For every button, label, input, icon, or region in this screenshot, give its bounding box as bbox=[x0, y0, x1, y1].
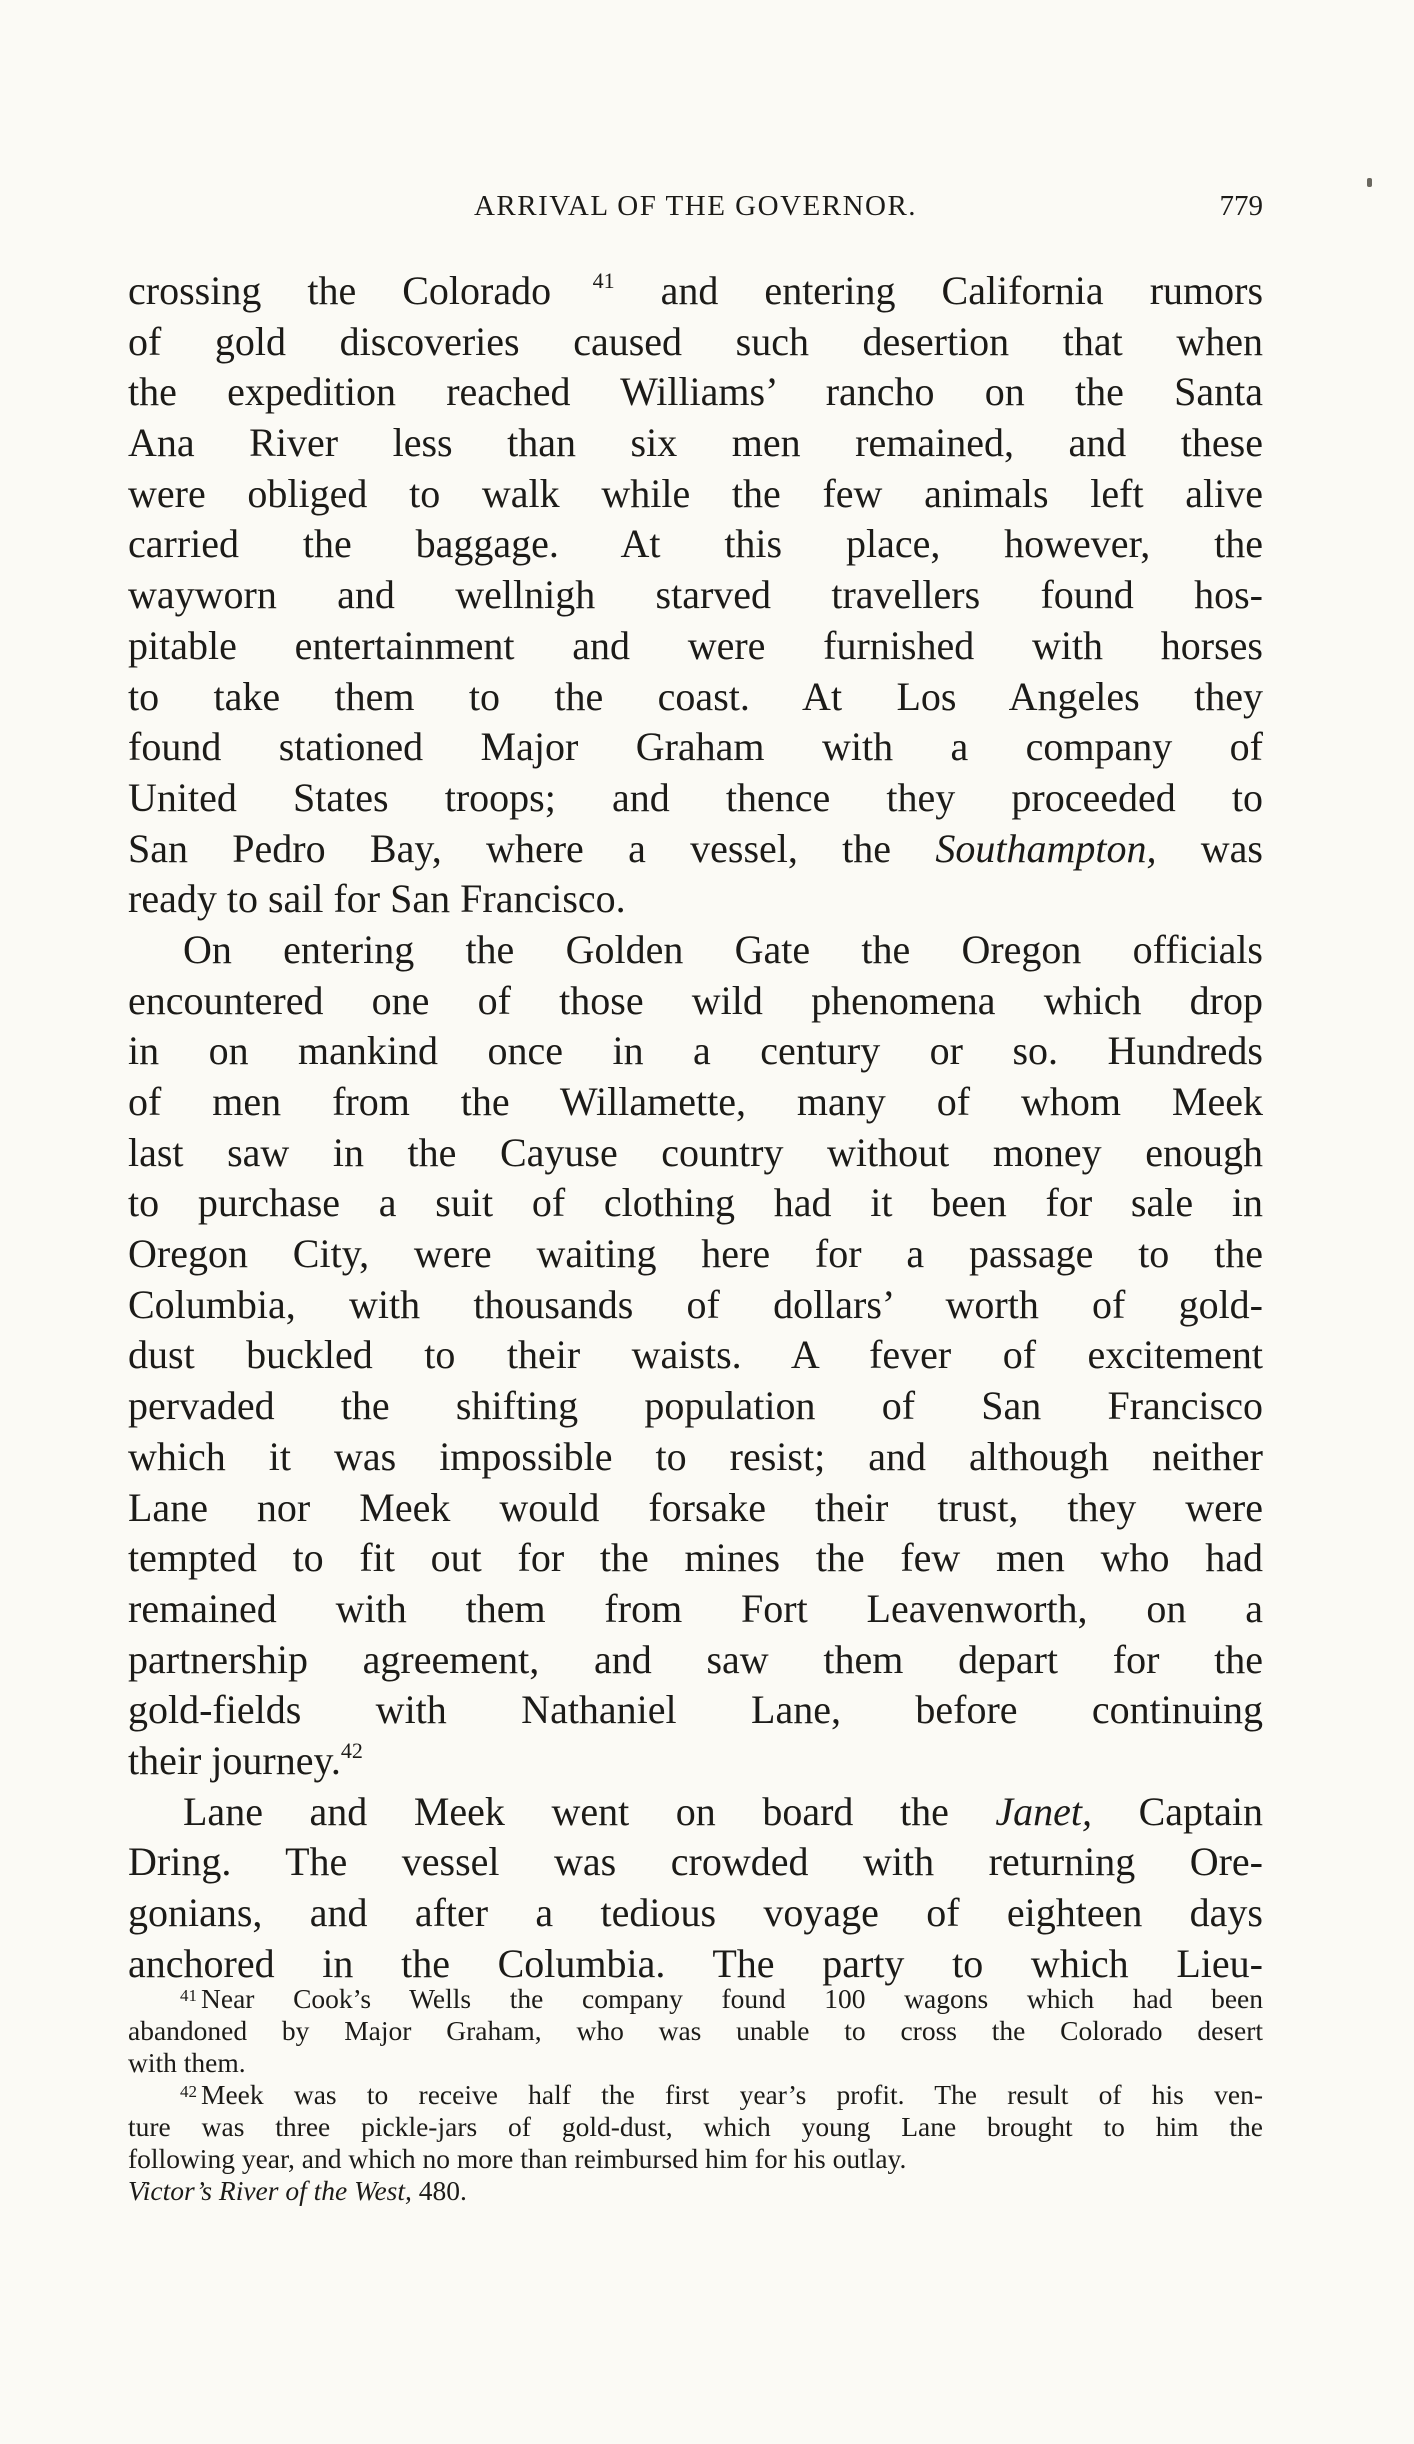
text-run: in on mankind once in a century or so. Hundreds bbox=[128, 1028, 1263, 1074]
text-run: San Pedro Bay, where a vessel, the bbox=[128, 825, 936, 871]
body-line bbox=[128, 925, 1263, 976]
body-line bbox=[128, 1128, 1263, 1179]
footnote-line bbox=[128, 2143, 1263, 2175]
page-number: 779 bbox=[1219, 190, 1263, 222]
book-page bbox=[128, 190, 1263, 2370]
text-run: Dring. The vessel was crowded with returning Ore- bbox=[128, 1839, 1263, 1885]
text-run: of gold discoveries caused such desertion that when bbox=[128, 318, 1263, 364]
text-run: gonians, and after a tedious voyage of eighteen days bbox=[128, 1890, 1263, 1935]
text-run: of men from the Willamette, many of whom Meek bbox=[128, 1079, 1263, 1124]
body-line bbox=[128, 1939, 1263, 1990]
text-run: ture was three pickle-jars of gold-dust, which young Lane brought to him the bbox=[128, 2111, 1263, 2142]
body-line bbox=[128, 1736, 1263, 1787]
text-run: Lane nor Meek would forsake their trust, they were bbox=[128, 1484, 1263, 1530]
text-run: wayworn and wellnigh starved travellers found hos- bbox=[128, 572, 1263, 618]
text-run: Columbia, with thousands of dollars’ worth of gold- bbox=[128, 1281, 1263, 1327]
text-run: remained with them from Fort Leavenworth, on a bbox=[128, 1585, 1263, 1631]
text-run: United States troops; and thence they proceeded to bbox=[128, 774, 1263, 820]
text-run: pervaded the shifting population of San Francisco bbox=[128, 1383, 1263, 1429]
text-run: abandoned by Major Graham, who was unable to cross the Colorado desert bbox=[128, 2015, 1263, 2046]
text-run: Oregon City, were waiting here for a passage to the bbox=[128, 1231, 1263, 1277]
body-line bbox=[128, 824, 1263, 875]
text-run: and entering California rumors bbox=[614, 268, 1263, 313]
body-line bbox=[128, 722, 1263, 773]
body-line bbox=[128, 621, 1263, 672]
body-line bbox=[128, 1026, 1263, 1077]
running-title: ARRIVAL OF THE GOVERNOR. bbox=[473, 190, 918, 222]
text-run: found stationed Major Graham with a company of bbox=[128, 724, 1263, 770]
text-run: the expedition reached Williams’ rancho on the Santa bbox=[128, 369, 1263, 415]
text-run: Lane and Meek went on board the bbox=[183, 1788, 996, 1834]
text-run: carried the baggage. At this place, however, the bbox=[128, 521, 1263, 567]
footnotes bbox=[128, 1983, 1263, 2207]
body-line bbox=[128, 1635, 1263, 1686]
text-run: last saw in the Cayuse country without money enough bbox=[128, 1129, 1263, 1175]
body-line bbox=[128, 1888, 1263, 1939]
text-run: dust buckled to their waists. A fever of excitement bbox=[128, 1332, 1263, 1378]
footnote-line bbox=[128, 2175, 1263, 2207]
body-line bbox=[128, 1229, 1263, 1280]
text-run: which it was impossible to resist; and although neither bbox=[128, 1433, 1263, 1479]
body-line bbox=[128, 1584, 1263, 1635]
text-run: encountered one of those wild phenomena which drop bbox=[128, 977, 1263, 1023]
text-run: partnership agreement, and saw them depart for the bbox=[128, 1636, 1263, 1682]
footnote-line bbox=[128, 1983, 1263, 2015]
text-run: Near Cook’s Wells the company found 100 wagons which had been bbox=[201, 1983, 1263, 2014]
italic-text: Victor’s River of the West, bbox=[128, 2175, 412, 2206]
footnote-reference: 42 bbox=[340, 1737, 363, 1763]
text-run: following year, and which no more than reimbursed him for his outlay. bbox=[128, 2143, 907, 2174]
body-line bbox=[128, 1330, 1263, 1381]
text-run: gold-fields with Nathaniel Lane, before continuing bbox=[128, 1687, 1263, 1733]
text-run: to purchase a suit of clothing had it been for sale in bbox=[128, 1180, 1263, 1226]
body-line bbox=[128, 976, 1263, 1027]
text-run: crossing the Colorado bbox=[128, 268, 552, 313]
body-line bbox=[128, 672, 1263, 723]
text-run: pitable entertainment and were furnished with horses bbox=[128, 622, 1263, 668]
body-line bbox=[128, 469, 1263, 520]
body-line bbox=[128, 1837, 1263, 1888]
body-line bbox=[128, 1533, 1263, 1584]
footnote-marker: 42 bbox=[180, 2082, 197, 2101]
body-line bbox=[128, 266, 1263, 317]
body-line bbox=[128, 1685, 1263, 1736]
body-line bbox=[128, 367, 1263, 418]
body-line bbox=[128, 570, 1263, 621]
body-line bbox=[128, 1483, 1263, 1534]
text-run: to take them to the coast. At Los Angeles they bbox=[128, 673, 1263, 719]
text-run: Meek was to receive half the first year’s profit. The result of his ven- bbox=[201, 2079, 1263, 2110]
footnote-line bbox=[128, 2015, 1263, 2047]
text-run: were obliged to walk while the few animals left alive bbox=[128, 470, 1263, 516]
body-line bbox=[128, 1432, 1263, 1483]
text-run: 480. bbox=[411, 2175, 467, 2206]
text-run: Ana River less than six men remained, and these bbox=[128, 420, 1263, 466]
text-run: anchored in the Columbia. The party to which Lieu- bbox=[128, 1940, 1263, 1986]
text-run: their journey. bbox=[128, 1737, 341, 1783]
italic-text: Janet, bbox=[995, 1788, 1093, 1834]
text-run: On entering the Golden Gate the Oregon officials bbox=[183, 926, 1263, 972]
body-line bbox=[128, 1280, 1263, 1331]
footnote-marker: 41 bbox=[180, 1986, 197, 2005]
body-line bbox=[128, 773, 1263, 824]
footnote-line bbox=[128, 2047, 1263, 2079]
body-text bbox=[128, 266, 1263, 1989]
italic-text: Southampton, bbox=[935, 825, 1157, 871]
running-head bbox=[128, 190, 1263, 260]
text-run: tempted to fit out for the mines the few men who had bbox=[128, 1535, 1263, 1581]
body-line bbox=[128, 874, 1263, 925]
body-line bbox=[128, 1787, 1263, 1838]
body-line bbox=[128, 1178, 1263, 1229]
body-line bbox=[128, 418, 1263, 469]
body-line bbox=[128, 1077, 1263, 1128]
footnote-line bbox=[128, 2079, 1263, 2111]
footnote-line bbox=[128, 2111, 1263, 2143]
text-run: with them. bbox=[128, 2047, 246, 2078]
text-run: Captain bbox=[1092, 1788, 1263, 1834]
body-line bbox=[128, 1381, 1263, 1432]
body-line bbox=[128, 317, 1263, 368]
text-run: was bbox=[1156, 825, 1263, 871]
footnote-reference: 41 bbox=[551, 268, 615, 293]
scan-speck bbox=[1367, 178, 1372, 187]
text-run: ready to sail for San Francisco. bbox=[128, 876, 626, 922]
body-line bbox=[128, 519, 1263, 570]
